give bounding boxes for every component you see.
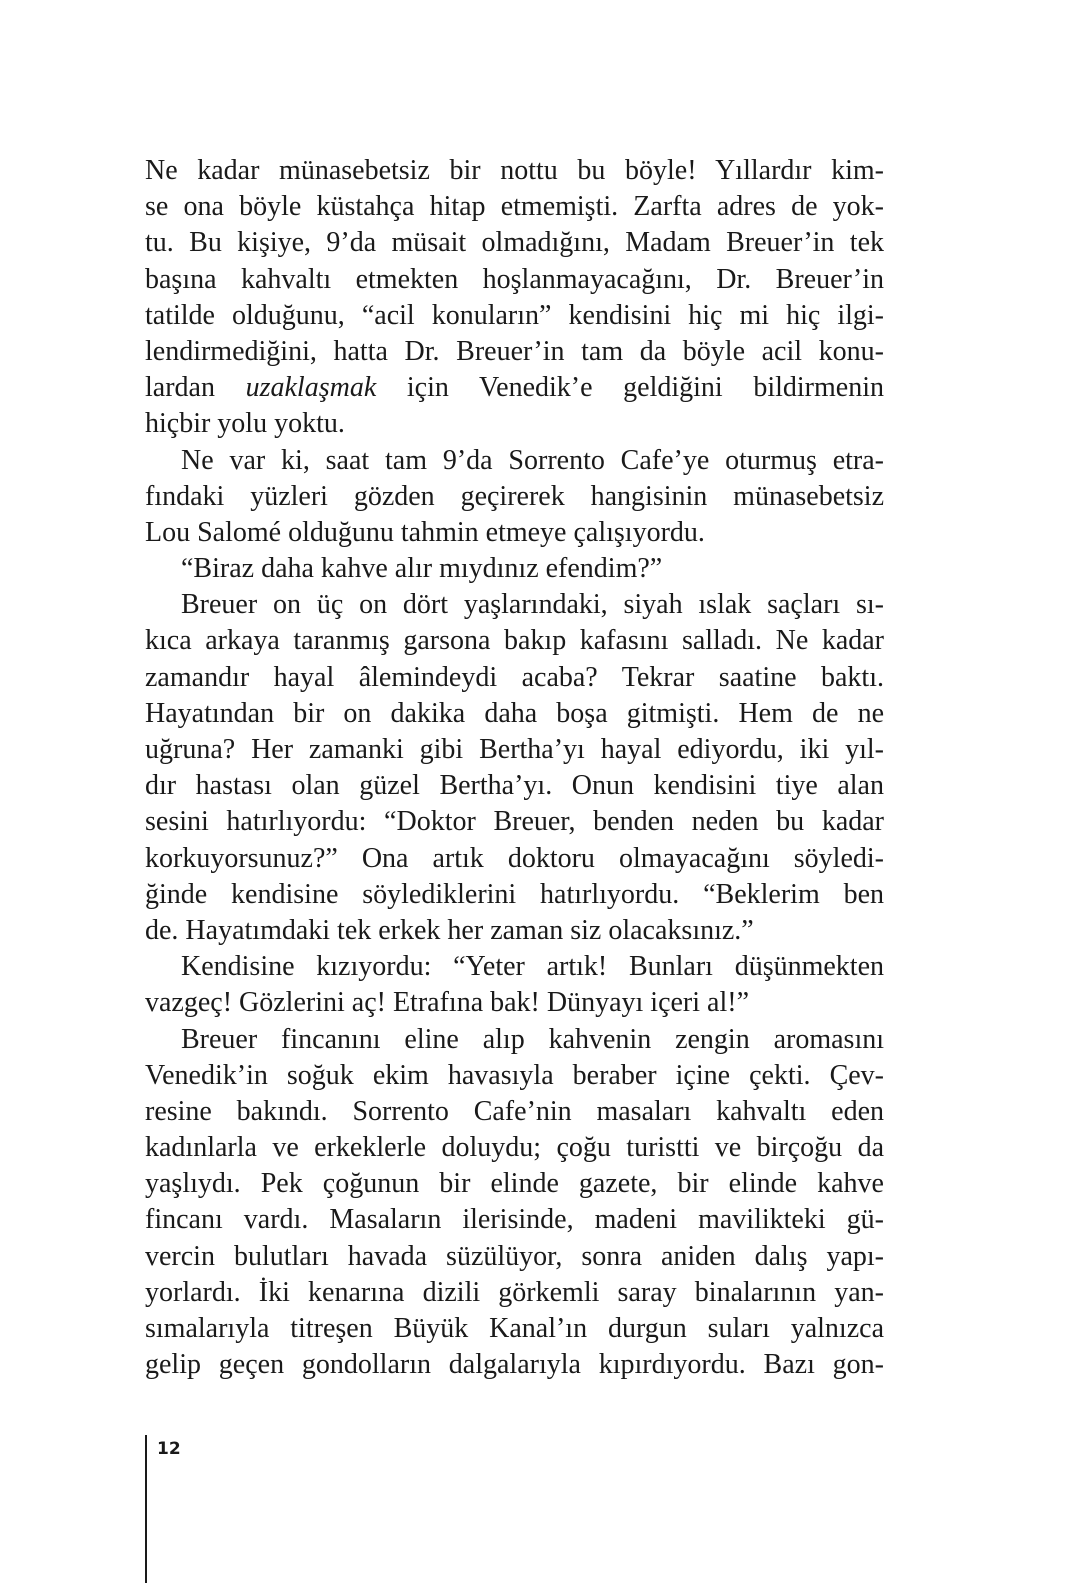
paragraph-start-line: Breuer on üç on dört yaşlarındaki, siyah ıslak saçları sı- [181,589,884,621]
text-line: dır hastası olan güzel Bertha’yı. Onun kendisini tiye alan [145,770,884,802]
text-line: Ne kadar münasebetsiz bir nottu bu böyle! Yıllardır kim- [145,155,884,186]
text-line: de. Hayatımdaki tek erkek her zaman siz olacaksınız.” [145,914,754,946]
text-line: kıca arkaya taranmış garsona bakıp kafasını salladı. Ne kadar [145,625,884,657]
text-line: zamandır hayal âlemindeydi acaba? Tekrar saatine baktı. [145,661,884,693]
text-line [145,370,884,406]
text-line: tu. Bu kişiye, 9’da müsait olmadığını, Madam Breuer’in tek [145,227,884,259]
italic-word: uzaklaşmak [245,372,377,404]
text-line: fincanı vardı. Masaların ilerisinde, madeni mavilikteki gü- [145,1204,884,1236]
text-line: korkuyorsunuz?” Ona artık doktoru olmayacağını söyledi- [145,842,884,874]
text-line: yorlardı. İki kenarına dizili görkemli saray binalarının yan- [145,1276,884,1308]
text-line: se ona böyle küstahça hitap etmemişti. Zarfta adres de yok- [145,191,884,223]
text-line: sımalarıyla titreşen Büyük Kanal’ın durgun suları yalnızca [145,1313,884,1344]
text-line: lendirmediğini, hatta Dr. Breuer’in tam da böyle acil konu- [145,335,884,367]
text-line: hiçbir yolu yoktu. [145,408,345,440]
text-line: fındaki yüzleri gözden geçirerek hangisinin münasebetsiz [145,480,884,512]
text-line: tatilde olduğunu, “acil konuların” kendisini hiç mi hiç ilgi- [145,299,884,331]
paragraph-start-line: “Biraz daha kahve alır mıydınız efendim?” [181,553,663,585]
text-line: uğruna? Her zamanki gibi Bertha’yı hayal ediyordu, iki yıl- [145,734,884,765]
text-segment: için Venedik’e geldiğini bildirmenin [376,372,884,404]
paragraph-start-line: Ne var ki, saat tam 9’da Sorrento Cafe’ye oturmuş etra- [181,444,884,476]
paragraph-start-line: Kendisine kızıyordu: “Yeter artık! Bunları düşünmekten [181,951,884,983]
text-line: resine bakındı. Sorrento Cafe’nin masaları kahvaltı eden [145,1095,884,1127]
text-line: Hayatından bir on dakika daha boşa gitmişti. Hem de ne [145,697,884,729]
paragraph-start-line: Breuer fincanını eline alıp kahvenin zengin aromasını [181,1023,884,1055]
body-text [145,153,884,1383]
text-line: sesini hatırlıyordu: “Doktor Breuer, benden neden bu kadar [145,806,884,838]
text-line: ğinde kendisine söylediklerini hatırlıyordu. “Beklerim ben [145,878,884,910]
text-line: yaşlıydı. Pek çoğunun bir elinde gazete, bir elinde kahve [145,1168,884,1200]
footer-rule [145,1435,147,1583]
text-line: Venedik’in soğuk ekim havasıyla beraber içine çekti. Çev- [145,1059,884,1091]
text-line: kadınlarla ve erkeklerle doluydu; çoğu turistti ve birçoğu da [145,1132,884,1164]
text-line: vazgeç! Gözlerini aç! Etrafına bak! Dünyayı içeri al!” [145,987,749,1019]
text-line: vercin bulutları havada süzülüyor, sonra aniden dalış yapı- [145,1240,884,1272]
text-line: Lou Salomé olduğunu tahmin etmeye çalışıyordu. [145,516,705,548]
text-line: başına kahvaltı etmekten hoşlanmayacağını, Dr. Breuer’in [145,263,884,295]
text-segment: lardan [145,372,246,404]
text-line: gelip geçen gondolların dalgalarıyla kıpırdıyordu. Bazı gon- [145,1349,884,1381]
page-number: 12 [157,1439,181,1459]
